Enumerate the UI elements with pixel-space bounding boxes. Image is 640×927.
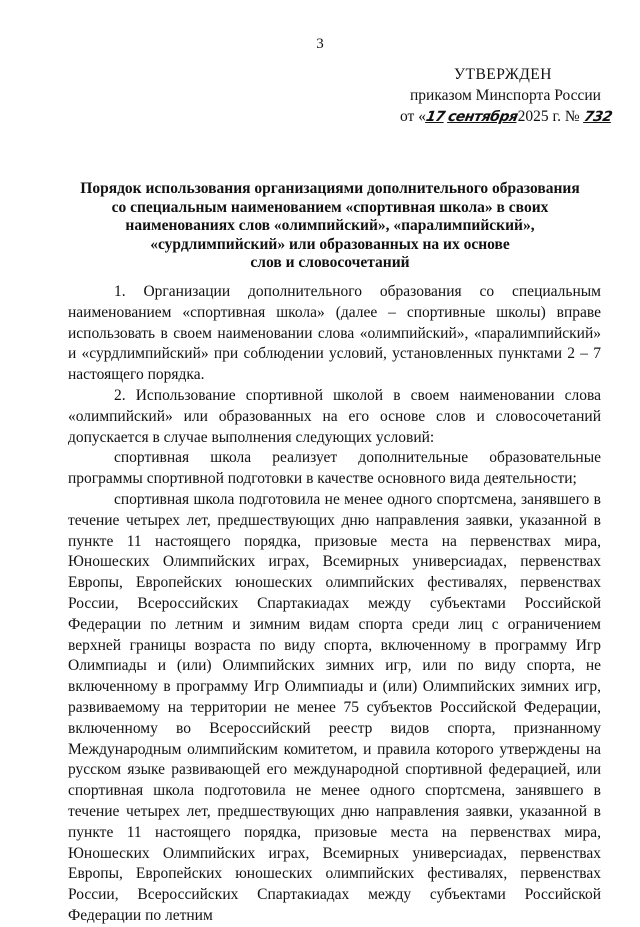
page-number: 3 (316, 36, 324, 52)
handwritten-day: 17 (424, 109, 446, 125)
approval-date-line (400, 106, 613, 128)
paragraph-2: 2. Использование спортивной школой в своем наименовании слова «олимпийский» или образованных на его основе слов и словосочетаний допускается в случае выполнения следующих условий: (68, 386, 601, 446)
approval-block (400, 64, 613, 128)
title-line: со специальным наименованием «спортивная школа» в своих (111, 198, 549, 216)
date-suffix: 2025 г. № (517, 108, 580, 125)
handwritten-order-number: 732 (582, 109, 613, 125)
paragraph-1: 1. Организации дополнительного образования со специальным наименованием «спортивная школа» (далее – спортивные школы) вправе использовать в своем наименовании слова «олимпийский», «паралимпийский» и «сурдлимпийский» при соблюдении условий, установленных пунктами 2 – 7 настоящего порядка. (68, 283, 601, 384)
date-prefix: от « (400, 108, 426, 125)
approval-order: приказом Минспорта России (410, 87, 601, 104)
approval-heading: УТВЕРЖДЕН (454, 66, 552, 83)
title-line: наименованиях слов «олимпийский», «паралимпийский», (125, 217, 535, 234)
title-line: «сурдлимпийский» или образованных на их основе (150, 235, 510, 253)
paragraph-condition-programs: спортивная школа реализует дополнительные образовательные программы спортивной подготовки в качестве основного вида деятельности; (68, 449, 601, 488)
handwritten-month: сентября (446, 109, 520, 125)
paragraph-condition-athletes: спортивная школа подготовила не менее одного спортсмена, занявшего в течение четырех лет, предшествующих дню направления заявки, указанной в пункте 11 настоящего порядка, призовые места на первенствах мира, Юношеских Олимпийских играх, Всемирных универсиадах, первенствах Европы, Европейских юношеских олимпийских фестивалях, первенствах России, Всероссийских Спартакиадах между субъектами Российской Федерации по летним и зимним видам спорта среди лиц с ограничением верхней границы возраста по виду спорта, включенному в программу Игр Олимпиады и (или) Олимпийских зимних игр, или по виду спорта, не включенному в программу Игр Олимпиады и (или) Олимпийских зимних игр, развиваемому на территории не менее 75 субъектов Российской Федерации, включенному во Всероссийский реестр видов спорта, признанному Международным олимпийским комитетом, и правила которого утверждены на русском языке развивающей его международной спортивной федерацией, или спортивная школа подготовила не менее одного спортсмена, занявшего в течение четырех лет, предшествующих дню направления заявки, указанной в пункте 11 настоящего порядка, призовые места на первенствах мира, Юношеских Олимпийских играх, Всемирных универсиадах, первенствах Европы, Европейских юношеских олимпийских фестивалях, первенствах России, Всероссийских Спартакиадах между субъектами Российской Федерации по летним (68, 490, 601, 924)
document-title (60, 180, 600, 273)
title-line: слов и словосочетаний (250, 254, 410, 271)
document-body (68, 282, 601, 927)
title-line: Порядок использования организациями дополнительного образования (80, 180, 580, 197)
